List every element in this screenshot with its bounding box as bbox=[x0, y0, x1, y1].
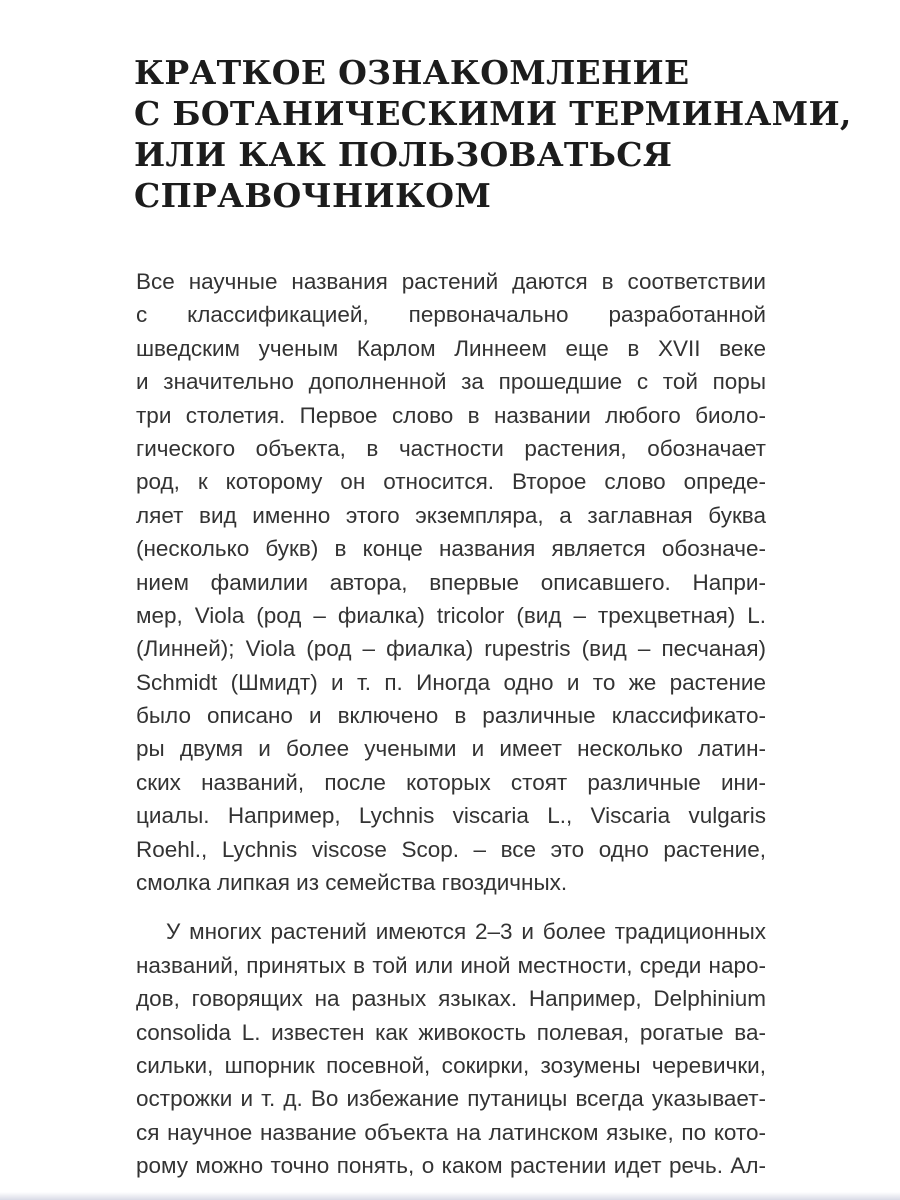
text-line: сильки, шпорник посевной, сокирки, зозумены черевички, bbox=[136, 1052, 766, 1078]
text-line: рому можно точно понять, о каком растении идет речь. Ал- bbox=[136, 1153, 766, 1179]
text-line: три столетия. Первое слово в названии любого биоло- bbox=[136, 402, 766, 428]
chapter-title bbox=[134, 52, 852, 216]
text-line: нием фамилии автора, впервые описавшего. Напри- bbox=[136, 569, 766, 595]
text-line: ских названий, после которых стоят различные ини- bbox=[136, 769, 766, 795]
text-line: ся научное название объекта на латинском языке, по кото- bbox=[136, 1119, 766, 1145]
text-line: и значительно дополненной за прошедшие с той поры bbox=[136, 369, 766, 395]
page-bottom-edge bbox=[0, 1192, 900, 1200]
chapter-title-line: С БОТАНИЧЕСКИМИ ТЕРМИНАМИ, bbox=[134, 94, 852, 133]
text-line: Schmidt (Шмидт) и т. п. Иногда одно и то же растение bbox=[136, 669, 766, 695]
text-line: У многих растений имеются 2–3 и более традиционных bbox=[166, 919, 766, 945]
text-line: Все научные названия растений даются в соответствии bbox=[136, 269, 766, 294]
chapter-title-line: КРАТКОЕ ОЗНАКОМЛЕНИЕ bbox=[134, 53, 690, 92]
paragraph-2 bbox=[136, 915, 766, 1182]
text-line: с классификацией, первоначально разработанной bbox=[136, 302, 766, 328]
text-line: consolida L. известен как живокость полевая, рогатые ва- bbox=[136, 1019, 766, 1045]
text-line: смолка липкая из семейства гвоздичных. bbox=[136, 870, 568, 896]
text-line: дов, говорящих на разных языках. Например, Delphinium bbox=[136, 986, 766, 1012]
body-text bbox=[136, 265, 766, 1183]
text-line: (несколько букв) в конце названия является обозначе- bbox=[136, 536, 766, 562]
text-line: (Линней); Viola (род – фиалка) rupestris (вид – песчаная) bbox=[136, 636, 766, 662]
text-line: ляет вид именно этого экземпляра, а заглавная буква bbox=[136, 502, 766, 528]
text-line: шведским ученым Карлом Линнеем еще в XVII веке bbox=[136, 335, 766, 361]
chapter-title-line: ИЛИ КАК ПОЛЬЗОВАТЬСЯ bbox=[134, 135, 673, 174]
text-line: ры двумя и более учеными и имеет несколько латин- bbox=[136, 736, 766, 762]
text-line: было описано и включено в различные классификато- bbox=[136, 703, 766, 729]
text-line: мер, Viola (род – фиалка) tricolor (вид – трехцветная) L. bbox=[136, 602, 766, 628]
text-line: Roehl., Lychnis viscose Scop. – все это одно растение, bbox=[136, 836, 766, 862]
paragraph-1 bbox=[136, 265, 766, 899]
chapter-title-line: СПРАВОЧНИКОМ bbox=[134, 176, 492, 215]
text-line: род, к которому он относится. Второе слово опреде- bbox=[136, 469, 766, 495]
text-line: названий, принятых в той или иной местности, среди наро- bbox=[136, 952, 766, 978]
text-line: острожки и т. д. Во избежание путаницы всегда указывает- bbox=[136, 1086, 766, 1112]
text-line: циалы. Например, Lychnis viscaria L., Viscaria vulgaris bbox=[136, 803, 766, 829]
text-line: гического объекта, в частности растения, обозначает bbox=[136, 435, 766, 461]
